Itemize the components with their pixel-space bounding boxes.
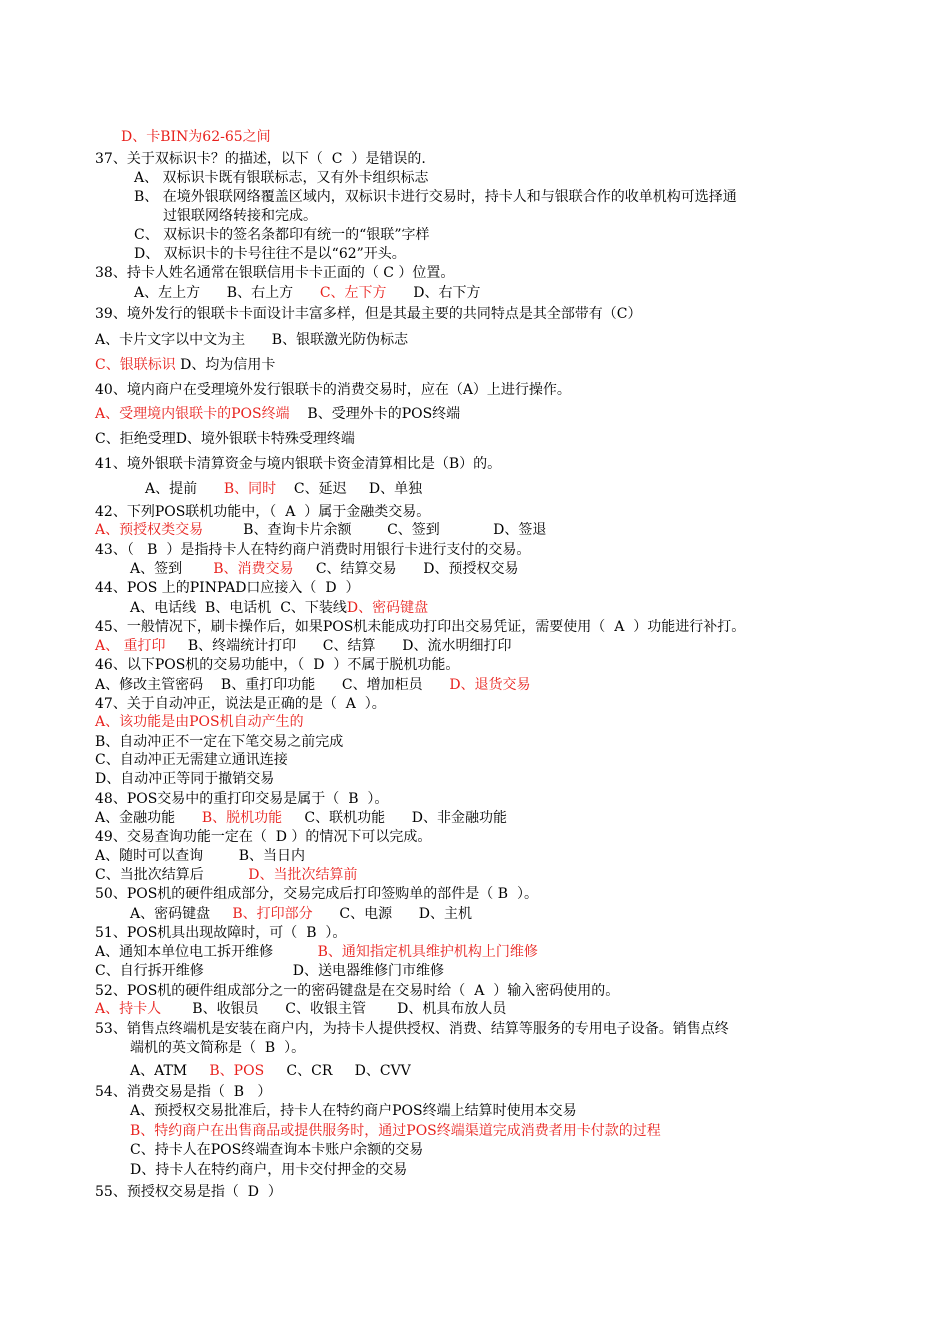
- answer-text: C、左下方: [319, 285, 387, 301]
- text-segment: 48、POS交易中的重打印交易是属于（ B ）。: [95, 791, 389, 807]
- text-segment: 53、销售点终端机是安装在商户内，为持卡人提供授权、消费、结算等服务的专用电子设备。销售点终: [95, 1021, 729, 1037]
- text-segment: C、电源 D、主机: [312, 906, 473, 922]
- text-segment: A、预授权交易批准后，持卡人在特约商户POS终端上结算时使用本交易: [130, 1103, 577, 1119]
- text-line: [95, 828, 431, 847]
- text-segment: A、修改主管密码 B、重打印功能 C、增加柜员: [95, 677, 450, 693]
- text-line: [95, 713, 304, 732]
- answer-text: B、同时: [223, 481, 277, 497]
- text-segment: 44、POS 上的PINPAD口应接入（ D ）: [95, 580, 360, 596]
- answer-text: D、退货交易: [449, 677, 531, 693]
- text-segment: D、右下方: [386, 285, 481, 301]
- text-segment: 47、关于自动冲正，说法是正确的是（ A ）。: [95, 696, 386, 712]
- text-line: [130, 1122, 661, 1141]
- text-line: [95, 790, 388, 809]
- text-segment: 37、关于双标识卡？的描述，以下（ C ）是错误的.: [95, 151, 426, 167]
- text-line: [95, 618, 745, 637]
- text-segment: B、收银员 C、收银主管 D、机具布放人员: [161, 1001, 507, 1017]
- text-segment: C、延迟 D、单独: [276, 481, 423, 497]
- text-line: [130, 560, 518, 579]
- text-line: [134, 226, 429, 245]
- text-segment: C、当批次结算后: [95, 867, 249, 883]
- text-segment: 41、境外银联卡清算资金与境内银联卡资金清算相比是（B）的。: [95, 456, 502, 472]
- answer-text: A、该功能是由POS机自动产生的: [95, 714, 304, 730]
- text-line: [95, 1000, 506, 1019]
- text-segment: 43、（ B ）是指持卡人在特约商户消费时用银行卡进行支付的交易。: [95, 542, 531, 558]
- text-segment: C、拒绝受理D、境外银联卡特殊受理终端: [95, 431, 355, 447]
- answer-text: D、卡BIN为62-65之间: [121, 129, 271, 145]
- text-line: [121, 128, 271, 147]
- text-line: [134, 169, 429, 188]
- text-line: [95, 331, 408, 350]
- text-line: [130, 599, 428, 618]
- text-line: [130, 1039, 305, 1058]
- text-line: [95, 847, 305, 866]
- answer-text: B、打印部分: [232, 906, 313, 922]
- text-segment: C、CR D、CVV: [264, 1063, 411, 1079]
- text-segment: 过银联网络转接和完成。: [163, 208, 317, 224]
- text-segment: 51、POS机具出现故障时，可（ B ）。: [95, 925, 347, 941]
- text-line: [130, 905, 472, 924]
- text-segment: C、自行拆开维修 D、送电器维修门市维修: [95, 963, 444, 979]
- text-segment: A、卡片文字以中文为主 B、银联激光防伪标志: [95, 332, 409, 348]
- answer-text: B、消费交易: [213, 561, 294, 577]
- text-segment: B、终端统计打印 C、结算 D、流水明细打印: [165, 638, 512, 654]
- text-line: [95, 305, 642, 324]
- text-segment: 54、消费交易是指（ B ）: [95, 1084, 272, 1100]
- answer-text: B、脱机功能: [201, 810, 283, 826]
- text-segment: C、持卡人在POS终端查询本卡账户余额的交易: [130, 1142, 424, 1158]
- text-segment: A、签到: [130, 561, 214, 577]
- text-segment: C、自动冲正无需建立通讯连接: [95, 752, 288, 768]
- text-segment: B、 在境外银联网络覆盖区域内，双标识卡进行交易时，持卡人和与银联合作的收单机构可选择通: [134, 189, 737, 205]
- text-line: [134, 245, 406, 264]
- text-line: [95, 676, 531, 695]
- text-line: [95, 405, 460, 424]
- text-line: [95, 1183, 282, 1202]
- text-segment: A、密码键盘: [130, 906, 233, 922]
- text-line: [95, 430, 355, 449]
- text-segment: 52、POS机的硬件组成部分之一的密码键盘是在交易时给（ A ）输入密码使用的。: [95, 983, 620, 999]
- text-line: [95, 962, 444, 981]
- text-line: [130, 1102, 577, 1121]
- text-line: [95, 264, 454, 283]
- text-segment: 50、POS机的硬件组成部分，交易完成后打印签购单的部件是（ B ）。: [95, 886, 538, 902]
- text-line: [95, 381, 571, 400]
- answer-text: B、通知指定机具维护机构上门维修: [317, 944, 538, 960]
- text-line: [95, 1083, 271, 1102]
- text-segment: 38、持卡人姓名通常在银联信用卡卡正面的（ C ）位置。: [95, 265, 455, 281]
- text-line: [95, 885, 538, 904]
- text-line: [95, 751, 288, 770]
- text-line: [95, 982, 619, 1001]
- text-line: [163, 207, 317, 226]
- answer-text: C、银联标识: [95, 357, 176, 373]
- text-segment: C、 双标识卡的签名条都印有统一的“银联”字样: [134, 227, 430, 243]
- text-line: [95, 356, 275, 375]
- text-segment: C、联机功能 D、非金融功能: [282, 810, 507, 826]
- text-line: [95, 656, 459, 675]
- text-line: [95, 637, 511, 656]
- text-line: [95, 924, 346, 943]
- text-segment: 40、境内商户在受理境外发行银联卡的消费交易时，应在（A）上进行操作。: [95, 382, 571, 398]
- text-line: [95, 455, 501, 474]
- text-line: [95, 541, 530, 560]
- text-segment: D、自动冲正等同于撤销交易: [95, 771, 275, 787]
- text-line: [95, 733, 343, 752]
- text-line: [95, 943, 538, 962]
- text-segment: B、自动冲正不一定在下笔交易之前完成: [95, 734, 344, 750]
- text-segment: B、查询卡片余额 C、签到 D、签退: [203, 522, 547, 538]
- text-line: [95, 579, 359, 598]
- text-line: [130, 1161, 407, 1180]
- text-segment: A、随时可以查询 B、当日内: [95, 848, 305, 864]
- text-segment: A、金融功能: [95, 810, 202, 826]
- answer-text: D、密码键盘: [346, 600, 429, 616]
- answer-text: A、受理境内银联卡的POS终端: [95, 406, 290, 422]
- text-line: [95, 809, 507, 828]
- text-line: [95, 503, 430, 522]
- answer-text: B、特约商户在出售商品或提供服务时，通过POS终端渠道完成消费者用卡付款的过程: [130, 1123, 661, 1139]
- text-segment: A、电话线 B、电话机 C、下装线: [130, 600, 347, 616]
- text-segment: 39、境外发行的银联卡卡面设计丰富多样，但是其最主要的共同特点是其全部带有（C）: [95, 306, 642, 322]
- answer-text: B、POS: [209, 1063, 265, 1079]
- text-segment: 55、预授权交易是指（ D ）: [95, 1184, 282, 1200]
- text-segment: B、受理外卡的POS终端: [289, 406, 461, 422]
- text-segment: 45、一般情况下，刷卡操作后，如果POS机未能成功打印出交易凭证，需要使用（ A ）功能进行补打。: [95, 619, 746, 635]
- answer-text: A、持卡人: [95, 1001, 162, 1017]
- text-line: [95, 150, 426, 169]
- text-segment: D、 双标识卡的卡号往往不是以“62”开头。: [134, 246, 406, 262]
- text-line: [145, 480, 422, 499]
- text-segment: A、通知本单位电工拆开维修: [95, 944, 318, 960]
- text-segment: D、均为信用卡: [175, 357, 276, 373]
- text-line: [130, 1062, 411, 1081]
- text-segment: 46、以下POS机的交易功能中，（ D ）不属于脱机功能。: [95, 657, 460, 673]
- text-line: [95, 770, 274, 789]
- text-line: [95, 866, 357, 885]
- text-line: [95, 1020, 729, 1039]
- text-segment: 端机的英文简称是（ B ）。: [130, 1040, 306, 1056]
- answer-text: A、 重打印: [95, 638, 166, 654]
- text-segment: A、提前: [145, 481, 224, 497]
- text-line: [95, 521, 546, 540]
- text-segment: C、结算交易 D、预授权交易: [293, 561, 519, 577]
- text-segment: A、左上方 B、右上方: [134, 285, 320, 301]
- text-line: [134, 284, 480, 303]
- text-segment: 42、下列POS联机功能中，（ A ）属于金融类交易。: [95, 504, 431, 520]
- text-segment: D、持卡人在特约商户，用卡交付押金的交易: [130, 1162, 408, 1178]
- text-line: [134, 188, 737, 207]
- text-segment: A、ATM: [130, 1063, 210, 1079]
- text-segment: A、 双标识卡既有银联标志，又有外卡组织标志: [134, 170, 429, 186]
- answer-text: A、预授权类交易: [95, 522, 204, 538]
- text-line: [95, 695, 386, 714]
- text-segment: 49、交易查询功能一定在（ D ）的情况下可以完成。: [95, 829, 432, 845]
- answer-text: D、当批次结算前: [248, 867, 358, 883]
- text-line: [130, 1141, 423, 1160]
